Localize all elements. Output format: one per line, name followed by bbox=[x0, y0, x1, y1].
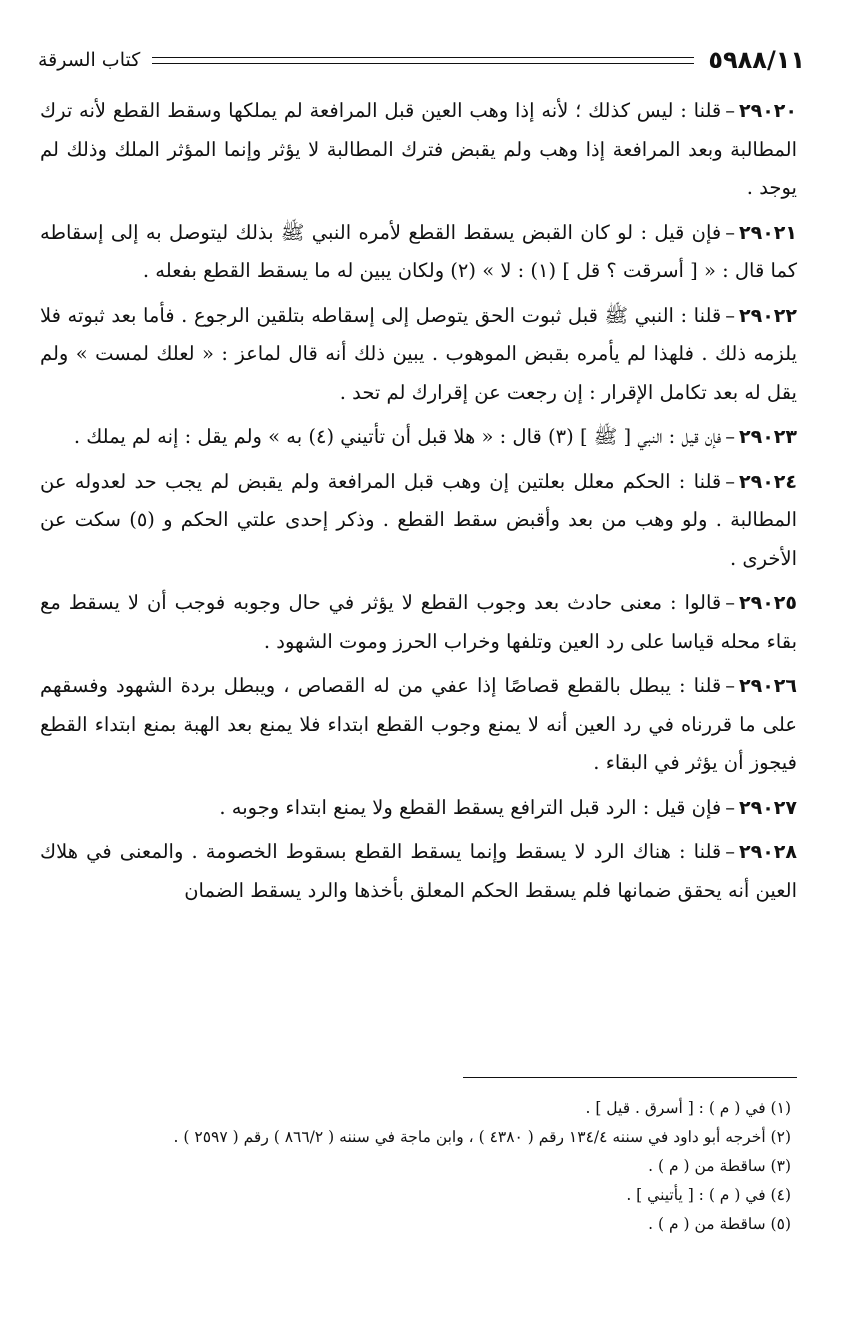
paragraph-number: ٢٩٠٢٥ bbox=[739, 592, 797, 614]
page-header bbox=[38, 40, 805, 80]
footnotes bbox=[30, 1094, 791, 1239]
paragraph-number: ٢٩٠٢٢ bbox=[739, 304, 797, 327]
paragraph-29028: ٢٩٠٢٨–قلنا : هناك الرد لا يسقط وإنما يسقط القطع بسقوط الخصومة . والمعنى في هلاك العين أنه يحقق ضمانها فلم يسقط الحكم المعلق بأخذها والرد يسقط الضمان bbox=[40, 840, 797, 902]
page-number: ٥٩٨٨/١١ bbox=[708, 46, 805, 74]
paragraph-text: فإن قيل : النبي [ ﷺ ] (٣) قال : « هلا قبل أن تأتيني (٤) به » ولم يقل : إنه لم يملك . bbox=[73, 425, 722, 448]
footnote-divider bbox=[463, 1077, 797, 1078]
paragraph-number: ٢٩٠٢٨ bbox=[739, 841, 797, 863]
paragraph-text: فإن قيل : لو كان القبض يسقط القطع لأمره النبي ﷺ بذلك ليتوصل به إلى إسقاطه كما قال : « [ أسرقت ؟ قل ] (١) : لا » (٢) ولكان يبين له ما يسقط القطع بفعله . bbox=[40, 220, 797, 282]
paragraph-number: ٢٩٠٢٣ bbox=[739, 426, 797, 448]
footnote-4: (٤) في ( م ) : [ يأتيني ] . bbox=[626, 1186, 791, 1204]
footnote-2: (٢) أخرجه أبو داود في سننه ١٣٤/٤ رقم ( ٤٣٨٠ ) ، وابن ماجة في سننه ( ٨٦٦/٢ ) رقم ( ٢٥٩٧ ) . bbox=[173, 1128, 791, 1146]
paragraph-text: قلنا : هناك الرد لا يسقط وإنما يسقط القطع بسقوط الخصومة . والمعنى في هلاك العين أنه يحقق ضمانها فلم يسقط الحكم المعلق بأخذها والرد يسقط الضمان bbox=[40, 840, 797, 902]
paragraph-29025: ٢٩٠٢٥–قالوا : معنى حادث بعد وجوب القطع لا يؤثر في حال وجوبه فوجب أن لا يسقط مع بقاء محله قياسا على رد العين وتلفها وخراب الحرز وموت الشهود . bbox=[40, 591, 797, 653]
paragraph-text: قالوا : معنى حادث بعد وجوب القطع لا يؤثر في حال وجوبه فوجب أن لا يسقط مع بقاء محله قياسا على رد العين وتلفها وخراب الحرز وموت الشهود . bbox=[40, 591, 797, 653]
book-title: كتاب السرقة bbox=[38, 49, 141, 71]
paragraph-29026: ٢٩٠٢٦–قلنا : يبطل بالقطع قصاصًا إذا عفي من له القصاص ، ويبطل بردة الشهود وفسقهم على ما قررناه في رد العين أنه لا يمنع وجوب القطع ابتداء فلا يمنع بعد الهبة بمنع ابتداء القطع فيجوز أن يؤثر في البقاء . bbox=[40, 674, 797, 774]
paragraph-number: ٢٩٠٢٧ bbox=[739, 796, 797, 819]
paragraph-number: ٢٩٠٢٦ bbox=[739, 675, 797, 697]
paragraph-29022: ٢٩٠٢٢–قلنا : النبي ﷺ قبل ثبوت الحق يتوصل إلى إسقاطه بتلقين الرجوع . فأما بعد ثبوته فلا يلزمه ذلك . فلهذا لم يأمره بقبض الموهوب . يبين ذلك أنه قال لماعز : « لعلك لمست » ولم يقل له بعد تكامل الإقرار : إن رجعت عن إقرارك لم تحد . bbox=[40, 303, 797, 404]
paragraph-text: قلنا : النبي ﷺ قبل ثبوت الحق يتوصل إلى إسقاطه بتلقين الرجوع . فأما بعد ثبوته فلا يلزمه ذلك . فلهذا لم يأمره بقبض الموهوب . يبين ذلك أنه قال لماعز : « لعلك لمست » ولم يقل له بعد تكامل الإقرار : إن رجعت عن إقرارك لم تحد . bbox=[40, 303, 797, 404]
paragraph-text: قلنا : يبطل بالقطع قصاصًا إذا عفي من له القصاص ، ويبطل بردة الشهود وفسقهم على ما قررناه في رد العين أنه لا يمنع وجوب القطع ابتداء فلا يمنع بعد الهبة بمنع ابتداء القطع فيجوز أن يؤثر في البقاء . bbox=[40, 674, 797, 774]
paragraph-29023: ٢٩٠٢٣–فإن قيل : النبي [ ﷺ ] (٣) قال : « هلا قبل أن تأتيني (٤) به » ولم يقل : إنه لم يملك . bbox=[73, 425, 797, 448]
paragraph-text: فإن قيل : الرد قبل الترافع يسقط القطع ولا يمنع ابتداء وجوبه . bbox=[219, 795, 722, 819]
main-text bbox=[40, 92, 797, 916]
footnote-5: (٥) ساقطة من ( م ) . bbox=[648, 1215, 791, 1233]
paragraph-29020: ٢٩٠٢٠–قلنا : ليس كذلك ؛ لأنه إذا وهب العين قبل المرافعة لم يملكها وسقط القطع لأنه ترك المطالبة وبعد المرافعة إذا وهب ولم يقبض فترك المطالبة لا يؤثر وإنما المؤثر الملك وذلك لم يوجد . bbox=[40, 99, 797, 199]
footnote-1: (١) في ( م ) : [ أسرق . قيل ] . bbox=[585, 1099, 791, 1117]
paragraph-number: ٢٩٠٢١ bbox=[739, 221, 797, 244]
paragraph-text: قلنا : ليس كذلك ؛ لأنه إذا وهب العين قبل المرافعة لم يملكها وسقط القطع لأنه ترك المطالبة وبعد المرافعة إذا وهب ولم يقبض فترك المطالبة لا يؤثر وإنما المؤثر الملك وذلك لم يوجد . bbox=[40, 99, 797, 199]
paragraph-29027: ٢٩٠٢٧–فإن قيل : الرد قبل الترافع يسقط القطع ولا يمنع ابتداء وجوبه . bbox=[219, 795, 797, 819]
paragraph-29024: ٢٩٠٢٤–قلنا : الحكم معلل بعلتين إن وهب قبل المرافعة ولم يقبض لم يجب حد لعدوله عن المطالبة . ولو وهب من بعد وأقبض سقط القطع . وذكر إحدى علتي الحكم و (٥) سكت عن الأخرى . bbox=[40, 469, 797, 570]
paragraph-number: ٢٩٠٢٠ bbox=[739, 100, 797, 122]
header-rule bbox=[152, 57, 694, 64]
paragraph-text: قلنا : الحكم معلل بعلتين إن وهب قبل المرافعة ولم يقبض لم يجب حد لعدوله عن المطالبة . ولو وهب من بعد وأقبض سقط القطع . وذكر إحدى علتي الحكم و (٥) سكت عن الأخرى . bbox=[40, 469, 797, 570]
footnote-3: (٣) ساقطة من ( م ) . bbox=[648, 1157, 791, 1175]
paragraph-29021: ٢٩٠٢١–فإن قيل : لو كان القبض يسقط القطع لأمره النبي ﷺ بذلك ليتوصل به إلى إسقاطه كما قال : « [ أسرقت ؟ قل ] (١) : لا » (٢) ولكان يبين له ما يسقط القطع بفعله . bbox=[40, 220, 797, 282]
paragraph-number: ٢٩٠٢٤ bbox=[739, 470, 797, 493]
